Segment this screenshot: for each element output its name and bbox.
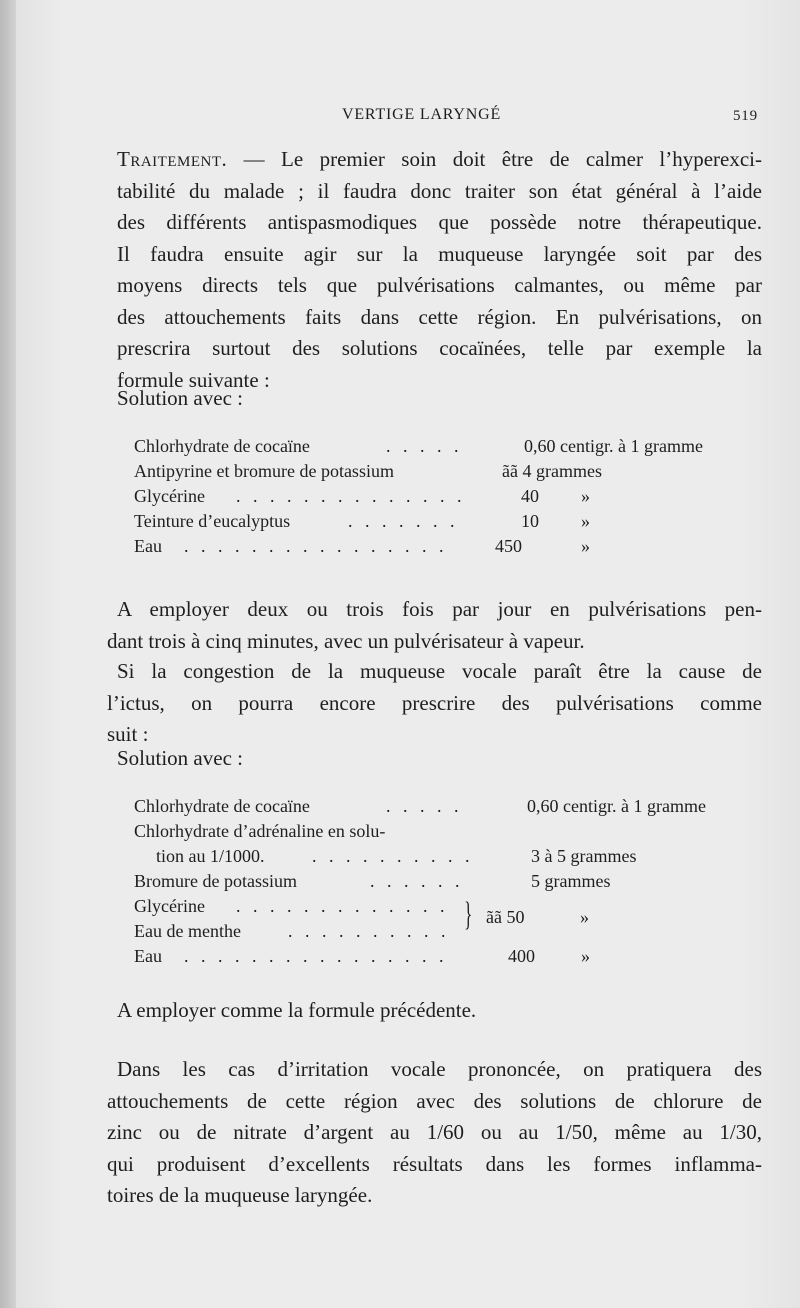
leader-dots: . . . . . . . . . . . . . <box>236 896 449 916</box>
paragraph-line: A employer deux ou trois fois par jour en pulvérisations pen- <box>117 597 762 621</box>
ingredient-name: Chlorhydrate d’adrénaline en solu- <box>134 821 386 841</box>
ingredient-name: Eau <box>134 536 162 556</box>
paragraph-line: Si la congestion de la muqueuse vocale paraît être la cause de <box>117 659 762 683</box>
ingredient-quantity: 40 <box>521 486 539 506</box>
ditto-mark: » <box>581 511 590 531</box>
ingredient-name: Eau de menthe <box>134 921 241 941</box>
formula-row <box>134 434 774 459</box>
ditto-mark: » <box>581 946 590 966</box>
ditto-mark: » <box>581 536 590 556</box>
paragraph-line: Il faudra ensuite agir sur la muqueuse laryngée soit par des <box>117 241 762 266</box>
formula-row <box>134 919 774 944</box>
irritation-paragraph <box>107 1054 762 1212</box>
ingredient-quantity: 0,60 centigr. à 1 gramme <box>524 436 703 456</box>
ingredient-quantity: ãã 4 grammes <box>502 461 602 481</box>
paragraph-line: Dans les cas d’irritation vocale prononcée, on pratiquera des <box>117 1057 762 1081</box>
leader-dots: . . . . . . . . . . <box>288 921 450 941</box>
ditto-mark: » <box>581 486 590 506</box>
formula-row <box>134 894 774 919</box>
formula-2 <box>134 794 774 969</box>
paragraph-line: dant trois à cinq minutes, avec un pulvérisateur à vapeur. <box>107 628 585 653</box>
grouping-brace: } <box>464 896 473 933</box>
leader-dots: . . . . . . <box>370 871 464 891</box>
leader-dots: . . . . . . . <box>348 511 459 531</box>
paragraph-line: formule suivante : <box>117 367 270 392</box>
leader-dots: . . . . . . . . . . . . . . <box>236 486 466 506</box>
paragraph-line: prescrira surtout des solutions cocaïnées, telle par exemple la <box>117 336 762 360</box>
paragraph-line: attouchements de cette région avec des solutions de chlorure de <box>107 1088 762 1113</box>
ingredient-name: Antipyrine et bromure de potassium <box>134 461 394 481</box>
paragraph-line: moyens directs tels que pulvérisations calmantes, ou même par <box>117 273 762 297</box>
running-title: VERTIGE LARYNGÉ <box>342 106 502 123</box>
formula-row <box>134 484 774 509</box>
usage-paragraph <box>107 594 762 657</box>
leader-dots: . . . . . <box>386 436 463 456</box>
ingredient-quantity: 400 <box>508 946 535 966</box>
ingredient-name: Teinture d’eucalyptus <box>134 511 291 531</box>
ingredient-name: tion au 1/1000. <box>156 846 265 866</box>
ingredient-quantity: 3 à 5 grammes <box>531 846 637 866</box>
paragraph-line: tabilité du malade ; il faudra donc traiter son état général à l’aide <box>117 178 762 203</box>
formula-row <box>134 819 774 844</box>
paragraph-line: suit : <box>107 722 149 746</box>
paragraph-line: l’ictus, on pourra encore prescrire des pulvérisations comme <box>107 690 762 715</box>
formula-row <box>134 509 774 534</box>
ingredient-name: Glycérine <box>134 896 205 916</box>
congestion-paragraph <box>107 656 762 751</box>
leader-dots: . . . . . . . . . . . . . . . . <box>184 946 448 966</box>
formula-1 <box>134 434 774 559</box>
formula-row <box>134 794 774 819</box>
usage-note: A employer comme la formule précédente. <box>117 998 477 1022</box>
running-header <box>0 106 800 130</box>
paragraph-line: des attouchements faits dans cette région. En pulvérisations, on <box>117 304 762 329</box>
solution-label: Solution avec : <box>117 746 243 770</box>
ingredient-quantity: 0,60 centigr. à 1 gramme <box>527 796 706 816</box>
formula-row <box>134 534 774 559</box>
paragraph-line: zinc ou de nitrate d’argent au 1/60 ou au 1/50, même au 1/30, <box>107 1120 762 1144</box>
leader-dots: . . . . . . . . . . <box>312 846 474 866</box>
paragraph-line: Traitement. — Le premier soin doit être de calmer l’hyperexci- <box>117 147 762 171</box>
formula-row <box>134 944 774 969</box>
ingredient-quantity: ãã 50 <box>486 907 525 927</box>
formula-row <box>134 844 774 869</box>
ingredient-quantity: 450 <box>495 536 522 556</box>
section-lead: Traitement. <box>117 147 228 171</box>
ingredient-name: Glycérine <box>134 486 205 506</box>
paragraph-line: des différents antispasmodiques que possède notre thérapeutique. <box>117 210 762 234</box>
page-gutter-shadow <box>0 0 16 1308</box>
formula-row <box>134 869 774 894</box>
formula-row <box>134 459 774 484</box>
ingredient-quantity: 10 <box>521 511 539 531</box>
ingredient-name: Chlorhydrate de cocaïne <box>134 796 310 816</box>
paragraph-line: qui produisent d’excellents résultats dans les formes inflamma- <box>107 1151 762 1176</box>
leader-dots: . . . . . . . . . . . . . . . . <box>184 536 448 556</box>
ingredient-name: Chlorhydrate de cocaïne <box>134 436 310 456</box>
page-number: 519 <box>733 108 758 124</box>
ingredient-quantity: 5 grammes <box>531 871 611 891</box>
solution-label: Solution avec : <box>117 386 243 410</box>
leader-dots: . . . . . <box>386 796 463 816</box>
ingredient-name: Eau <box>134 946 162 966</box>
ingredient-name: Bromure de potassium <box>134 871 297 891</box>
paragraph-line: toires de la muqueuse laryngée. <box>107 1183 373 1207</box>
ditto-mark: » <box>580 907 589 927</box>
treatment-paragraph <box>117 144 762 396</box>
